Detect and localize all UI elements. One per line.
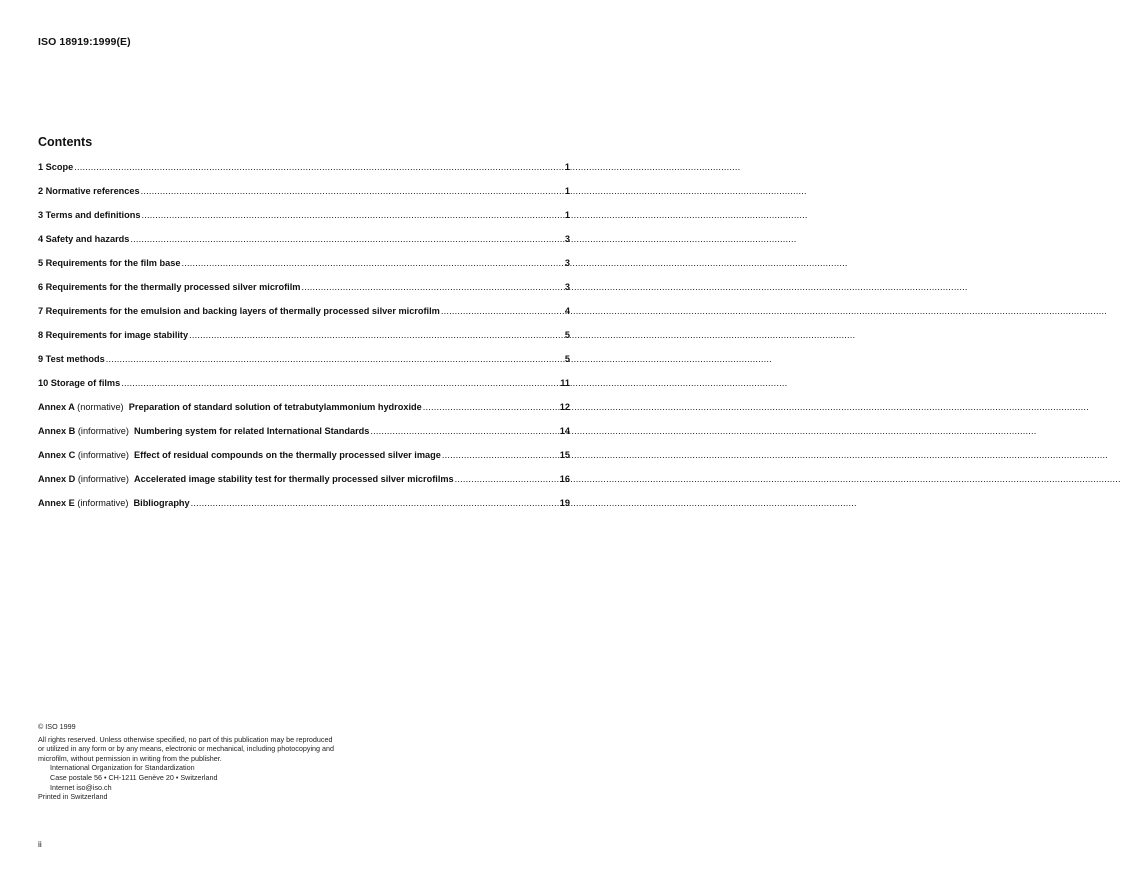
toc-entry-label bbox=[38, 402, 422, 412]
toc-entry-annex-type: (informative) bbox=[77, 426, 129, 436]
table-of-contents bbox=[38, 162, 570, 522]
toc-dot-leader bbox=[441, 306, 564, 316]
toc-entry[interactable] bbox=[38, 282, 570, 306]
document-id: ISO 18919:1999(E) bbox=[38, 36, 131, 48]
toc-entry-number: 9 Test methods bbox=[38, 354, 105, 364]
toc-entry[interactable] bbox=[38, 258, 570, 282]
toc-entry-title: Effect of residual compounds on the thermally processed silver image bbox=[134, 450, 441, 460]
toc-entry[interactable] bbox=[38, 330, 570, 354]
toc-entry-number: Annex C bbox=[38, 450, 76, 460]
rights-line-1: All rights reserved. Unless otherwise specified, no part of this publication may be reproduced bbox=[38, 734, 333, 744]
toc-entry-number: 2 Normative references bbox=[38, 186, 140, 196]
toc-entry[interactable] bbox=[38, 162, 570, 186]
toc-entry-label bbox=[38, 306, 440, 316]
toc-dot-leader bbox=[121, 378, 559, 388]
toc-dot-leader bbox=[301, 282, 563, 292]
toc-dot-leader bbox=[106, 354, 564, 364]
toc-entry-title: Preparation of standard solution of tetrabutylammonium hydroxide bbox=[128, 402, 422, 412]
toc-entry-number: 10 Storage of films bbox=[38, 378, 121, 388]
toc-entry-label bbox=[38, 498, 190, 508]
page-number: ii bbox=[38, 839, 42, 849]
toc-page-number: 1 bbox=[564, 162, 570, 172]
toc-page-number: 12 bbox=[559, 402, 570, 412]
toc-entry[interactable] bbox=[38, 498, 570, 522]
toc-page-number: 19 bbox=[559, 498, 570, 508]
contents-heading: Contents bbox=[38, 135, 93, 149]
toc-entry[interactable] bbox=[38, 378, 570, 402]
toc-entry-number: Annex D bbox=[38, 474, 76, 484]
toc-entry-annex-type: (informative) bbox=[77, 498, 129, 508]
toc-page-number: 14 bbox=[559, 426, 570, 436]
toc-entry-label bbox=[38, 258, 180, 268]
toc-entry-title: Bibliography bbox=[133, 498, 190, 508]
organization-name: International Organization for Standardization bbox=[50, 763, 195, 773]
toc-page-number: 11 bbox=[560, 378, 570, 388]
toc-entry[interactable] bbox=[38, 402, 570, 426]
toc-dot-leader bbox=[442, 450, 559, 460]
toc-page-number: 3 bbox=[564, 258, 570, 268]
toc-entry-label bbox=[38, 162, 73, 172]
toc-entry-title: Numbering system for related International Standards bbox=[134, 426, 370, 436]
copyright-notice: © ISO 1999 bbox=[38, 722, 76, 731]
toc-entry-number: Annex A bbox=[38, 402, 75, 412]
printed-in: Printed in Switzerland bbox=[38, 792, 108, 802]
toc-page-number: 5 bbox=[564, 354, 570, 364]
toc-dot-leader bbox=[74, 162, 564, 172]
toc-dot-leader bbox=[181, 258, 563, 268]
toc-page-number: 1 bbox=[564, 186, 570, 196]
toc-entry-annex-type: (informative) bbox=[77, 474, 129, 484]
rights-line-3: microfilm, without permission in writing from the publisher. bbox=[38, 753, 222, 763]
toc-entry-number: 8 Requirements for image stability bbox=[38, 330, 189, 340]
toc-dot-leader bbox=[141, 210, 563, 220]
toc-dot-leader bbox=[370, 426, 558, 436]
toc-entry-number: Annex E bbox=[38, 498, 75, 508]
rights-line-2: or utilized in any form or by any means, electronic or mechanical, including photocopying and bbox=[38, 744, 335, 754]
toc-entry-label bbox=[38, 330, 188, 340]
toc-entry-number: 5 Requirements for the film base bbox=[38, 258, 181, 268]
toc-entry-number: Annex B bbox=[38, 426, 76, 436]
toc-entry-label bbox=[38, 354, 105, 364]
toc-entry[interactable] bbox=[38, 234, 570, 258]
toc-entry-label bbox=[38, 186, 140, 196]
toc-entry-number: 4 Safety and hazards bbox=[38, 234, 130, 244]
toc-entry[interactable] bbox=[38, 354, 570, 378]
toc-page-number: 5 bbox=[564, 330, 570, 340]
toc-dot-leader bbox=[455, 474, 559, 484]
toc-entry-number: 6 Requirements for the thermally processed silver microfilm bbox=[38, 282, 301, 292]
toc-dot-leader bbox=[423, 402, 559, 412]
copyright-block bbox=[38, 722, 408, 802]
toc-page-number: 3 bbox=[564, 282, 570, 292]
toc-page-number: 4 bbox=[564, 306, 570, 316]
toc-page-number: 16 bbox=[559, 474, 570, 484]
toc-entry-annex-type: (informative) bbox=[77, 450, 129, 460]
toc-entry-label bbox=[38, 234, 129, 244]
toc-entry-number: 1 Scope bbox=[38, 162, 74, 172]
toc-entry[interactable] bbox=[38, 474, 570, 498]
toc-entry-label bbox=[38, 282, 300, 292]
toc-page-number: 1 bbox=[564, 210, 570, 220]
toc-entry[interactable] bbox=[38, 186, 570, 210]
toc-dot-leader bbox=[141, 186, 564, 196]
toc-dot-leader bbox=[191, 498, 559, 508]
internet-contact: Internet iso@iso.ch bbox=[50, 782, 112, 792]
toc-entry-title: Accelerated image stability test for thermally processed silver microfilms bbox=[134, 474, 454, 484]
toc-entry-label bbox=[38, 450, 441, 460]
toc-entry-number: 7 Requirements for the emulsion and backing layers of thermally processed silver microfilm bbox=[38, 306, 440, 316]
toc-dot-leader bbox=[189, 330, 564, 340]
toc-entry[interactable] bbox=[38, 210, 570, 234]
toc-entry-label bbox=[38, 210, 140, 220]
toc-entry-label bbox=[38, 474, 454, 484]
toc-dot-leader bbox=[130, 234, 563, 244]
toc-entry-number: 3 Terms and definitions bbox=[38, 210, 141, 220]
toc-entry-label bbox=[38, 378, 120, 388]
toc-entry[interactable] bbox=[38, 450, 570, 474]
toc-entry[interactable] bbox=[38, 426, 570, 450]
toc-entry-label bbox=[38, 426, 369, 436]
toc-page-number: 3 bbox=[564, 234, 570, 244]
postal-address: Case postale 56 • CH-1211 Genève 20 • Switzerland bbox=[50, 772, 218, 782]
toc-page-number: 15 bbox=[559, 450, 570, 460]
toc-entry-annex-type: (normative) bbox=[77, 402, 124, 412]
toc-entry[interactable] bbox=[38, 306, 570, 330]
